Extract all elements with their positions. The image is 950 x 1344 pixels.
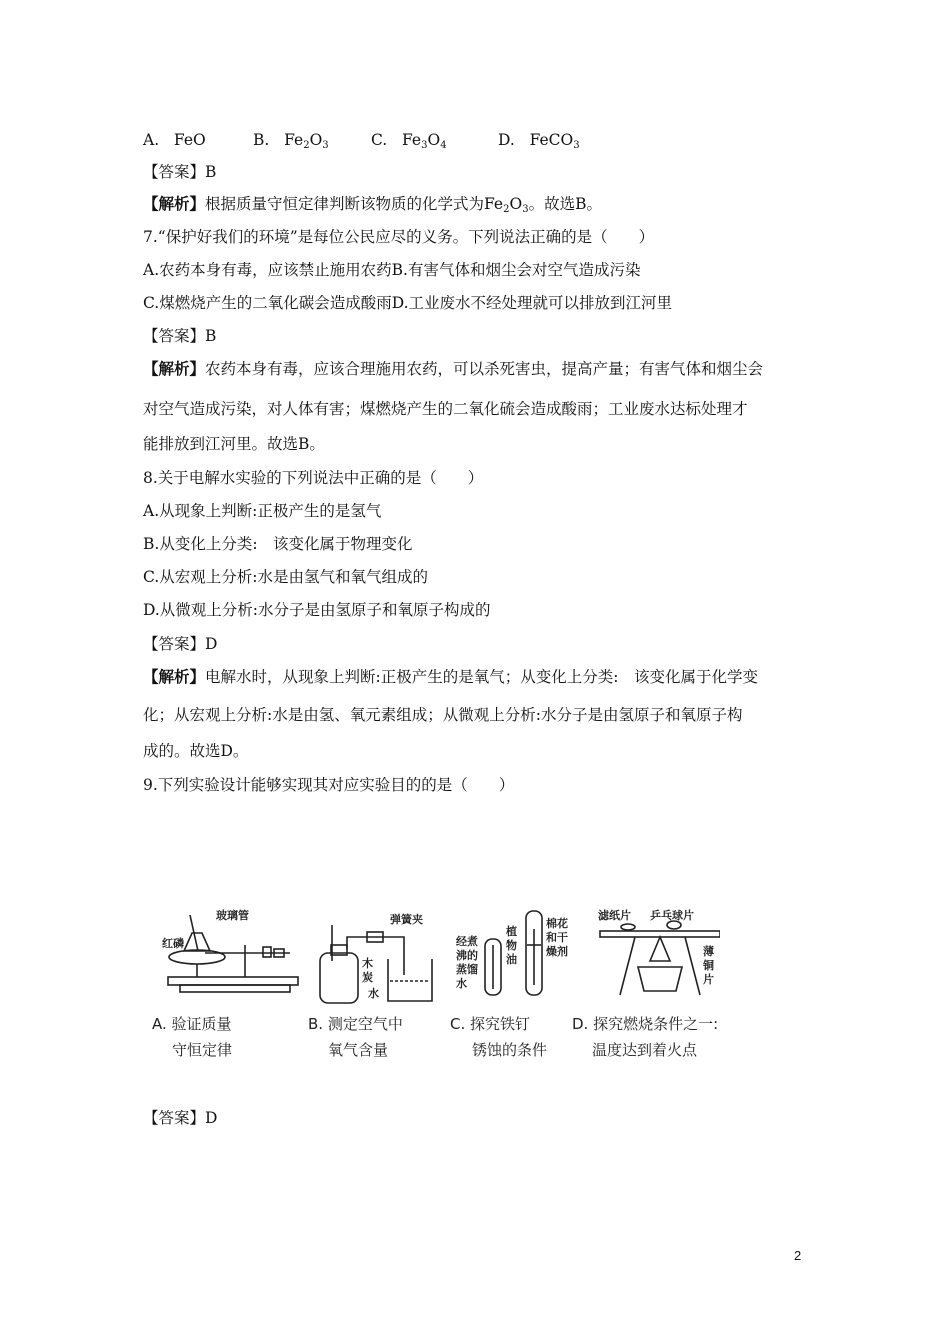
caption-b-2: 氧气含量: [328, 1041, 389, 1059]
label-copper-1: 薄: [703, 945, 714, 958]
label-charcoal-2: 炭: [362, 971, 373, 984]
q7-answer: 【答案】B: [143, 327, 217, 345]
caption-a-1: A. 验证质量: [152, 1015, 232, 1033]
q7-analysis-1: 【解析】农药本身有毒，应该合理施用农药，可以杀死害虫，提高产量；有害气体和烟尘会: [143, 359, 764, 378]
q7-options-ab: A.农药本身有毒，应该禁止施用农药B.有害气体和烟尘会对空气造成污染: [143, 261, 641, 279]
label-boiled-water-2: 沸的: [456, 949, 478, 962]
caption-c-2: 锈蚀的条件: [472, 1041, 548, 1059]
label-copper-2: 铜: [703, 959, 714, 972]
balance-apparatus: [168, 915, 298, 992]
q9-experiment-figure: [150, 905, 720, 1065]
q9-stem: 9.下列实验设计能够实现其对应实验目的的是（ ）: [143, 776, 515, 794]
label-boiled-water-1: 经煮: [456, 935, 478, 948]
q7-analysis-3: 能排放到江河里。故选B。: [143, 435, 325, 453]
q8-option-c: C.从宏观上分析:水是由氢气和氧气组成的: [143, 568, 428, 586]
label-glass-tube: 玻璃管: [216, 909, 249, 922]
q9-answer: 【答案】D: [143, 1109, 218, 1127]
q6-option-d: D. FeCO$_3$: [498, 131, 580, 151]
q7-stem: 7.“保护好我们的环境”是每位公民应尽的义务。下列说法正确的是（ ）: [143, 228, 655, 246]
q7-analysis-2: 对空气造成污染，对人体有害；煤燃烧产生的二氧化硫会造成酸雨；工业废水达标处理才: [143, 400, 748, 418]
q6-options: [143, 130, 580, 156]
label-oil-1: 植: [506, 925, 517, 938]
label-spring-clip: 弹簧夹: [390, 913, 423, 926]
q8-option-d: D.从微观上分析:水分子是由氢原子和氧原子构成的: [143, 601, 491, 619]
q6-option-a: A. FeO: [143, 131, 206, 149]
q6-option-c: C. $Fe_3O_4$: [371, 131, 447, 151]
q7-options-cd: C.煤燃烧产生的二氧化碳会造成酸雨D.工业废水不经处理就可以排放到江河里: [143, 294, 673, 312]
label-oil-3: 油: [506, 953, 517, 966]
caption-a-2: 守恒定律: [172, 1041, 233, 1059]
combustion-apparatus: [600, 921, 720, 995]
q8-analysis-1: 【解析】电解水时，从现象上判断:正极产生的是氧气；从变化上分类: 该变化属于化学变: [143, 667, 758, 686]
q6-option-b: B. $Fe_2O_3$: [253, 131, 329, 151]
label-copper-3: 片: [703, 973, 714, 986]
q8-option-b: B.从变化上分类: 该变化属于物理变化: [143, 535, 413, 553]
label-red-phosphorus: 红磷: [162, 937, 184, 950]
label-boiled-water-4: 水: [456, 977, 467, 990]
caption-d-2: 温度达到着火点: [592, 1041, 698, 1059]
q8-analysis-3: 成的。故选D。: [143, 742, 249, 760]
label-water: 水: [368, 987, 379, 1000]
q6-answer: 【答案】B: [143, 163, 217, 181]
page-number: 2: [794, 1248, 802, 1263]
q8-analysis-2: 化；从宏观上分析:水是由氢、氧元素组成；从微观上分析:水分子是由氢原子和氧原子构: [143, 706, 743, 724]
label-filter-paper: 滤纸片: [598, 909, 631, 922]
label-oil-2: 物: [506, 939, 517, 952]
q8-answer: 【答案】D: [143, 635, 218, 653]
label-boiled-water-3: 蒸馏: [456, 963, 478, 976]
label-ping-pong: 乒乓球片: [650, 909, 694, 922]
label-desiccant-3: 燥剂: [546, 945, 568, 958]
q6-analysis: 【解析】根据质量守恒定律判断该物质的化学式为$Fe_2O_3$。故选B。: [143, 194, 602, 215]
q8-stem: 8.关于电解水实验的下列说法中正确的是（ ）: [143, 469, 484, 487]
caption-d-1: D. 探究燃烧条件之一:: [572, 1015, 719, 1033]
label-desiccant-2: 和干: [546, 931, 568, 944]
caption-c-1: C. 探究铁钉: [450, 1015, 531, 1033]
label-charcoal-1: 木: [362, 957, 373, 970]
q8-option-a: A.从现象上判断:正极产生的是氢气: [143, 502, 382, 520]
caption-b-1: B. 测定空气中: [308, 1015, 403, 1033]
label-desiccant-1: 棉花: [546, 917, 568, 930]
